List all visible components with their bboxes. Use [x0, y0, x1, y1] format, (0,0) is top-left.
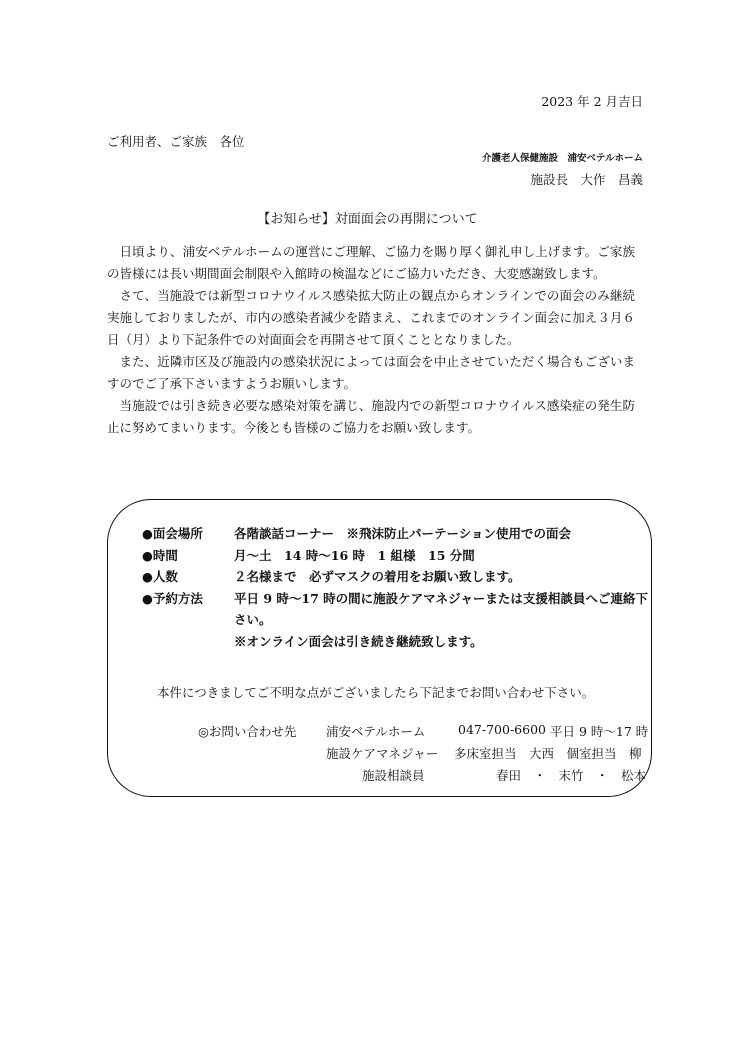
detail-label: ●面会場所: [142, 526, 203, 541]
contact-hours: 平日 9 時～17 時: [550, 724, 649, 739]
detail-value: 各階談話コーナー ※飛沫防止パーテーション使用での面会: [234, 526, 572, 541]
detail-row-people: [142, 566, 652, 588]
detail-label: ●予約方法: [142, 590, 203, 606]
director-name: 施設長 大作 昌義: [530, 172, 643, 187]
visit-details: [142, 523, 652, 652]
facility-name: 介護老人保健施設 浦安ベテルホーム: [481, 153, 643, 164]
inquiry-line: 本件につきましてご不明な点がございましたら下記までお問い合わせ下さい。: [157, 685, 595, 700]
detail-value: ２名様まで 必ずマスクの着用をお願い致します。: [234, 569, 521, 584]
detail-label: ●人数: [142, 569, 178, 584]
contact-phone: 047-700-6600: [458, 722, 546, 737]
counselor-label: 施設相談員: [362, 768, 425, 783]
paragraph-cancellation: また、近隣市区及び施設内の感染状況によっては面会を中止させていただく場合もございますのでご了承下さいますようお願いします。: [107, 354, 635, 391]
notice-title: 【お知らせ】対面面会の再開について: [257, 212, 478, 227]
detail-value: 月～土 14 時～16 時 1 組様 15 分間: [234, 547, 475, 563]
detail-row-location: [142, 523, 652, 545]
contact-facility-name: 浦安ベテルホーム: [326, 724, 426, 739]
caremanager-label: 施設ケアマネジャー: [326, 746, 439, 761]
detail-row-reservation: [142, 588, 652, 631]
counselor-staff: 春田 ・ 末竹 ・ 松本: [496, 768, 647, 783]
caremanager-staff: 多床室担当 大西 個室担当 柳: [454, 746, 642, 761]
detail-value: 平日 9 時～17 時の間に施設ケアマネジャーまたは支援相談員へご連絡下さい。: [234, 590, 648, 627]
paragraph-greeting: 日頃より、浦安ベテルホームの運営にご理解、ご協力を賜り厚く御礼申し上げます。ご家族の皆様には長い期間面会制限や入館時の検温などにご協力いただき、大変感謝致します。: [107, 244, 635, 281]
detail-label: ●時間: [142, 547, 178, 563]
contact-label: ◎お問い合わせ先: [198, 724, 297, 739]
paragraph-resumption: さて、当施設では新型コロナウイルス感染拡大防止の観点からオンラインでの面会のみ継続実施しておりましたが、市内の感染者減少を踏まえ、これまでのオンライン面会に加え３月６日（月）より下記条件での対面面会を再開させて頂くこととなりました。: [107, 288, 635, 347]
document-date: 2023 年 2 月吉日: [541, 94, 643, 109]
recipient-line: ご利用者、ご家族 各位: [107, 134, 245, 149]
notice-body: [107, 241, 635, 439]
detail-row-time: [142, 545, 652, 567]
paragraph-infection-control: 当施設では引き続き必要な感染対策を講じ、施設内での新型コロナウイルス感染症の発生防止に努めてまいります。今後とも皆様のご協力をお願い致します。: [107, 398, 635, 435]
online-visit-note: ※オンライン面会は引き続き継続致します。: [234, 633, 483, 649]
